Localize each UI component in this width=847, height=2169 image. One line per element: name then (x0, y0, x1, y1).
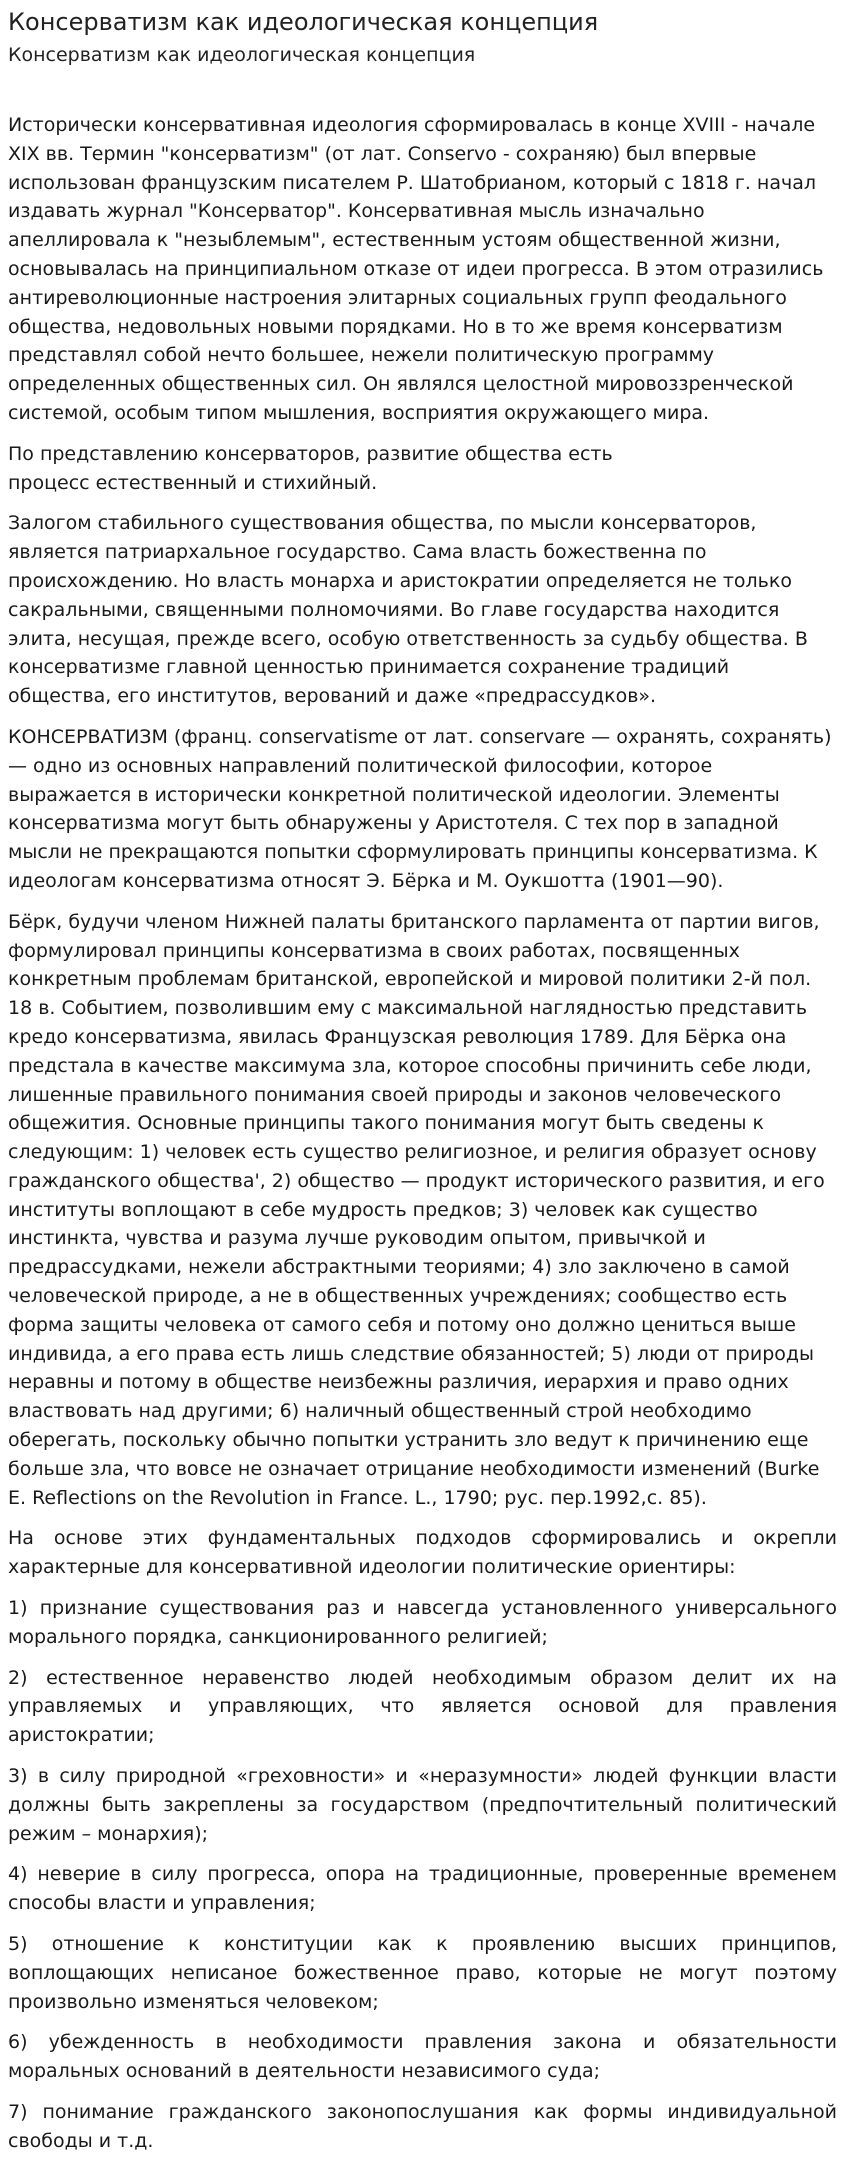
page-title: Консерватизм как идеологическая концепция (8, 8, 599, 36)
list-item-6: 6) убежденность в необходимости правления закона и обязательности моральных оснований в деятельности независимого суда; (8, 2031, 837, 2083)
paragraph-burke: Бёрк, будучи членом Нижней палаты британского парламента от партии вигов, формулировал принципы консерватизма в своих работах, посвященных конкретным проблемам британской, европейской и мировой политики 2-й пол. 18 в. Событием, позволившим ему с максимальной наглядностью представить кредо консерватизма, явилась Французская революция 1789. Для Бёрка она предстала в качестве максимума зла, которое способны причинить себе люди, лишенные правильного понимания своей природы и законов человеческого общежития. Основные принципы такого понимания могут быть сведены к следующим: 1) человек есть существо религиозное, и религия образует основу гражданского общества', 2) общество — продукт исторического развития, и его институты воплощают в себе мудрость предков; 3) человек как существо инстинкта, чувства и разума лучше руководим опытом, привычкой и предрассудками, нежели абстрактными теориями; 4) зло заключено в самой человеческой природе, а не в общественных учреждениях; сообщество есть форма защиты человека от самого себя и потому оно должно цениться выше индивида, а его права есть лишь следствие обязанностей; 5) люди от природы неравны и потому в обществе неизбежны различия, иерархия и право одних властвовать над другими; 6) наличный общественный строй необходимо оберегать, поскольку обычно попытки устранить зло ведут к причинению еще больше зла, что вовсе не означает отрицание необходимости изменений (Burke E. Reflections on the Revolution in France. L., 1790; рус. пер.1992,с. 85). (8, 910, 825, 1509)
list-item-4: 4) неверие в силу прогресса, опора на традиционные, проверенные временем способы власти и управления; (8, 1863, 837, 1915)
paragraph-state: Залогом стабильного существования общества, по мысли консерваторов, является патриархальное государство. Сама власть божественна по происхождению. Но власть монарха и аристократии определяется не только сакральными, священными полномочиями. Во главе государства находится элита, несущая, прежде всего, особую ответственность за судьбу общества. В консерватизме главной ценностью принимается сохранение традиций общества, его институтов, верований и даже «предрассудков». (8, 512, 808, 708)
list-item-2: 2) естественное неравенство людей необходимым образом делит их на управляемых и управляющих, что является основой для правления аристократии; (8, 1666, 837, 1747)
list-item-3: 3) в силу природной «греховности» и «неразумности» людей функции власти должны быть закреплены за государством (предпочтительный политический режим – монархия); (8, 1765, 837, 1845)
paragraph-orientations-intro: На основе этих фундаментальных подходов сформировались и окрепли характерные для консервативной идеологии политические ориентиры: (8, 1527, 837, 1579)
page-subtitle: Консерватизм как идеологическая концепция (8, 44, 476, 66)
list-item-5: 5) отношение к конституции как к проявлению высших принципов, воплощающих неписаное божественное право, которые не могут поэтому произвольно изменяться человеком; (8, 1933, 837, 2013)
paragraph-definition: КОНСЕРВАТИЗМ (франц. conservatisme от лат. conservare — охранять, сохранять) — одно из основных направлений политической философии, которое выражается в исторически конкретной политической идеологии. Элементы консерватизма могут быть обнаружены у Аристотеля. С тех пор в западной мысли не прекращаются попытки сформулировать принципы консерватизма. К идеологам консерватизма относят Э. Бёрка и М. Оукшотта (1901—90). (8, 725, 832, 892)
list-item-1: 1) признание существования раз и навсегда установленного универсального морального порядка, санкционированного религией; (8, 1597, 837, 1648)
list-item-7: 7) понимание гражданского законопослушания как формы индивидуальной свободы и т.д. (8, 2101, 837, 2152)
paragraph-development: По представлению консерваторов, развитие общества есть процесс естественный и стихийный. (8, 442, 613, 494)
paragraph-history: Исторически консервативная идеология сформировалась в конце XVIII - начале XIX вв. Термин "консерватизм" (от лат. Conservo - сохраняю) был впервые использован французским писателем Р. Шатобрианом, который с 1818 г. начал издавать журнал "Консерватор". Консервативная мысль изначально апеллировала к "незыблемым", естественным устоям общественной жизни, основывалась на принципиальном отказе от идеи прогресса. В этом отразились антиреволюционные настроения элитарных социальных групп феодального общества, недовольных новыми порядками. Но в то же время консерватизм представлял собой нечто большее, нежели политическую программу определенных общественных сил. Он являлся целостной мировоззренческой системой, особым типом мышления, восприятия окружающего мира. (8, 114, 824, 424)
article-body (8, 111, 837, 2156)
